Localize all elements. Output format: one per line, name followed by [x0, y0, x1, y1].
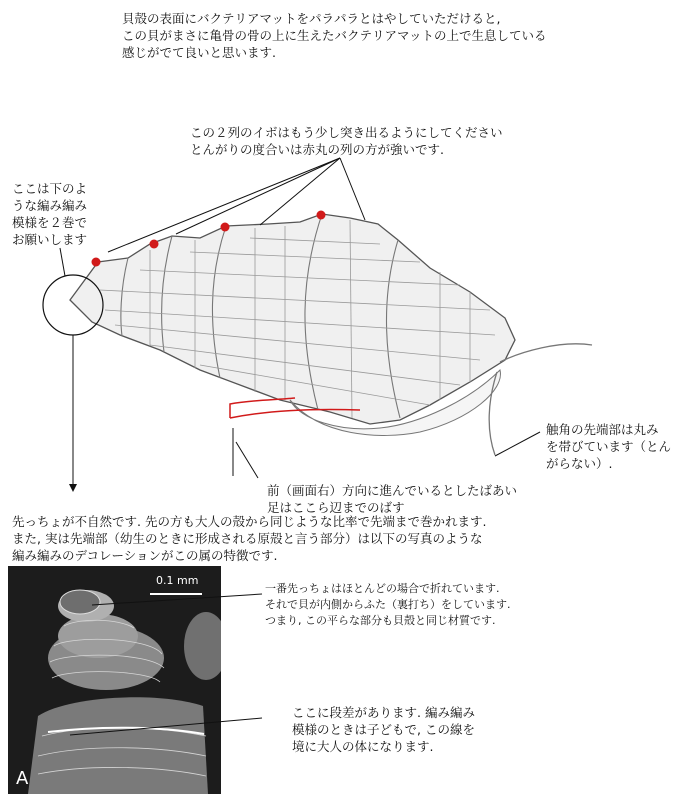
- panel-letter: A: [16, 768, 29, 789]
- tip-note: 先っちょが不自然です. 先の方も大人の殻から同じような比率で先端まで巻かれます. また, 実は先端部（幼生のときに形成される原殻と言う部分）は以下の写真のような 編み編みのデコレーションがこの属の特徴です.: [12, 514, 487, 563]
- note-step: ここに段差があります. 編み編み 模様のときは子どもで, この線を 境に大人の体になります.: [292, 705, 475, 754]
- top-note: 貝殻の表面にバクテリアマットをパラパラとはやしていただけると, この貝がまさに亀骨の骨の上に生えたバクテリアマットの上で生息している 感じがでて良いと思います.: [122, 11, 547, 60]
- tentacle-note: 触角の先端部は丸み を帯びています（とん がらない）.: [546, 422, 672, 471]
- scale-label: 0.1 mm: [156, 574, 199, 587]
- note-broken-tip: 一番先っちょはほとんどの場合で折れています. それで貝が内側からふた（裏打ち）をしています. つまり, この平らな部分も貝殻と同じ材質です.: [265, 582, 511, 627]
- ridges-note: この２列のイボはもう少し突き出るようにしてください とんがりの度合いは赤丸の列の方が強いです.: [190, 125, 503, 157]
- foot-note: 前（画面右）方向に進んでいるとしたばあい 足はここら辺までのばす: [267, 483, 518, 515]
- apex-note: ここは下のよ うな編み編み 模様を２巻で お願いします: [12, 181, 88, 247]
